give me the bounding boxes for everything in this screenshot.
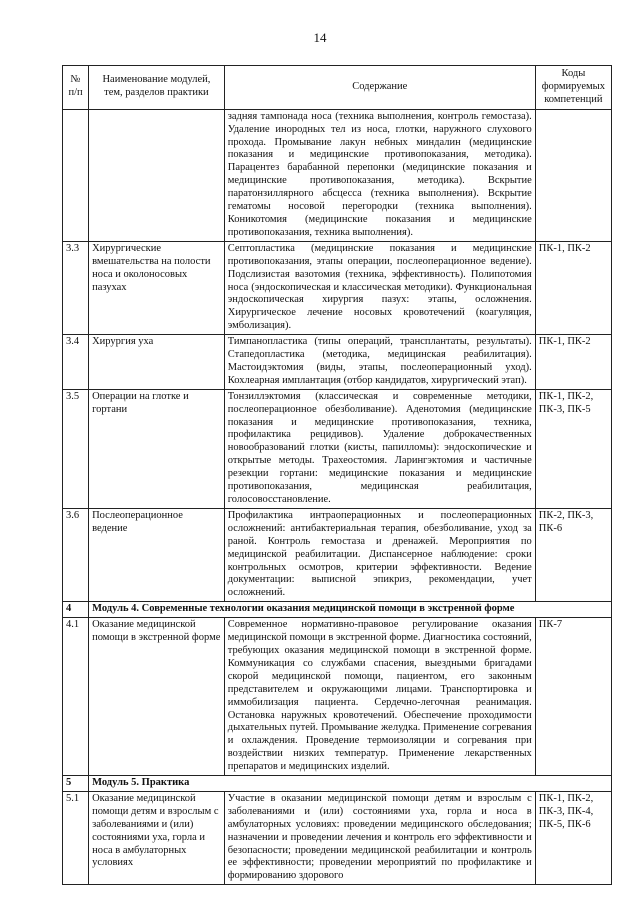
table-row: [63, 241, 612, 334]
table-row: [63, 618, 612, 776]
row-content: Септопластика (медицинские показания и медицинские противопоказания, этапы операции, послеоперационное ведение). Подслизистая вазотомия (техника, эффективность). Полипотомия носа (эндоскопическая и классическая методики). Функциональная эндоскопическая хирургия пазух: этапы, осложнения. Хирургическое лечение носовых кровотечений (коагуляция, эмболизация).: [224, 241, 535, 334]
table-row: [63, 508, 612, 601]
row-name: Оказание медицинской помощи детям и взрослым с заболеваниями и (или) состояниями уха, горла и носа в амбулаторных условиях: [89, 791, 225, 884]
header-name: Наименование модулей, тем, разделов практики: [89, 66, 225, 110]
row-codes: [535, 109, 611, 241]
table-header-row: [63, 66, 612, 110]
row-name: Хирургия уха: [89, 335, 225, 390]
header-content: Содержание: [224, 66, 535, 110]
module-title: Модуль 4. Современные технологии оказания медицинской помощи в экстренной форме: [89, 602, 612, 618]
page-number: 14: [313, 30, 327, 45]
row-name: Операции на глотке и гортани: [89, 389, 225, 508]
row-name: [89, 109, 225, 241]
curriculum-table: [62, 65, 612, 885]
module-num: 4: [63, 602, 89, 618]
row-content: Современное нормативно-правовое регулирование оказания медицинской помощи в экстренной форме. Диагностика состояний, требующих оказания медицинской помощи в экстренной форме. Коммуникация со службами спасения, выездными бригадами скорой медицинской помощи, пациентом, его законным представителем и окружающими лицами. Транспортировка и иммобилизация пациента. Сердечно-легочная реанимация. Остановка наружных кровотечений. Обеспечение проходимости дыхательных путей. Промывание желудка. Применение согревания и охлаждения. Проведение термоизоляции и согревания при воздействии низких температур. Применение лекарственных препаратов и медицинских изделий.: [224, 618, 535, 776]
row-codes: ПК-2, ПК-3, ПК-6: [535, 508, 611, 601]
module-num: 5: [63, 776, 89, 792]
row-num: 3.4: [63, 335, 89, 390]
module-row: [63, 602, 612, 618]
row-num: 4.1: [63, 618, 89, 776]
row-codes: ПК-1, ПК-2: [535, 335, 611, 390]
row-codes: ПК-7: [535, 618, 611, 776]
row-num: 5.1: [63, 791, 89, 884]
row-codes: ПК-1, ПК-2, ПК-3, ПК-5: [535, 389, 611, 508]
row-num: 3.5: [63, 389, 89, 508]
row-content: Участие в оказании медицинской помощи детям и взрослым с заболеваниями и (или) состояниями уха, горла и носа в амбулаторных условиях: проведении медицинского обследования; назначении и проведении лечения и контроль его эффективности и безопасности; проведении медицинской реабилитации и контроль ее эффективности; проведении мероприятий по профилактике и формированию здорового: [224, 791, 535, 884]
row-codes: ПК-1, ПК-2, ПК-3, ПК-4, ПК-5, ПК-6: [535, 791, 611, 884]
row-content: Тонзиллэктомия (классическая и современные методики, послеоперационное обезболивание). Аденотомия (медицинские показания и медицинские противопоказания, техника, профилактика рецидивов). Удаление доброкачественных новообразований глотки (кисты, папилломы): эндоскопические и открытые методы. Трахеостомия. Ларингэктомия и частичные резекции гортани: медицинские показания и медицинские противопоказания, медицинская реабилитация, голосовосстановление.: [224, 389, 535, 508]
header-codes: Коды формируемых компетенций: [535, 66, 611, 110]
table-row: [63, 109, 612, 241]
row-num: 3.3: [63, 241, 89, 334]
module-row: [63, 776, 612, 792]
row-name: Послеоперационное ведение: [89, 508, 225, 601]
row-name: Хирургические вмешательства на полости носа и околоносовых пазухах: [89, 241, 225, 334]
table-row: [63, 389, 612, 508]
row-content: Тимпанопластика (типы операций, трансплантаты, результаты). Стапедопластика (методика, медицинская реабилитация). Мастоидэктомия (виды, этапы, послеоперационный уход). Кохлеарная имплантация (отбор кандидатов, хирургический этап).: [224, 335, 535, 390]
module-title: Модуль 5. Практика: [89, 776, 612, 792]
header-num: № п/п: [63, 66, 89, 110]
row-name: Оказание медицинской помощи в экстренной форме: [89, 618, 225, 776]
row-content: задняя тампонада носа (техника выполнения, контроль гемостаза). Удаление инородных тел из носа, глотки, наружного слухового прохода. Промывание лакун небных миндалин (медицинские показания и медицинские противопоказания, методика). Парацентез барабанной перепонки (медицинские показания и медицинские противопоказания, методика). Вскрытие паратонзиллярного абсцесса (техника выполнения). Вскрытие гематомы носовой перегородки (техника выполнения). Коникотомия (медицинские показания и медицинские противопоказания, техника выполнения).: [224, 109, 535, 241]
row-codes: ПК-1, ПК-2: [535, 241, 611, 334]
row-num: [63, 109, 89, 241]
table-row: [63, 791, 612, 884]
table-row: [63, 335, 612, 390]
row-num: 3.6: [63, 508, 89, 601]
row-content: Профилактика интраоперационных и послеоперационных осложнений: антибактериальная терапия, обезболивание, уход за раной. Контроль гемостаза и дренажей. Мероприятия по медицинской реабилитации. Диспансерное наблюдение: сроки контрольных осмотров, критерии эффективности. Ведение документации: выписной эпикриз, рекомендации, учет осложнений.: [224, 508, 535, 601]
